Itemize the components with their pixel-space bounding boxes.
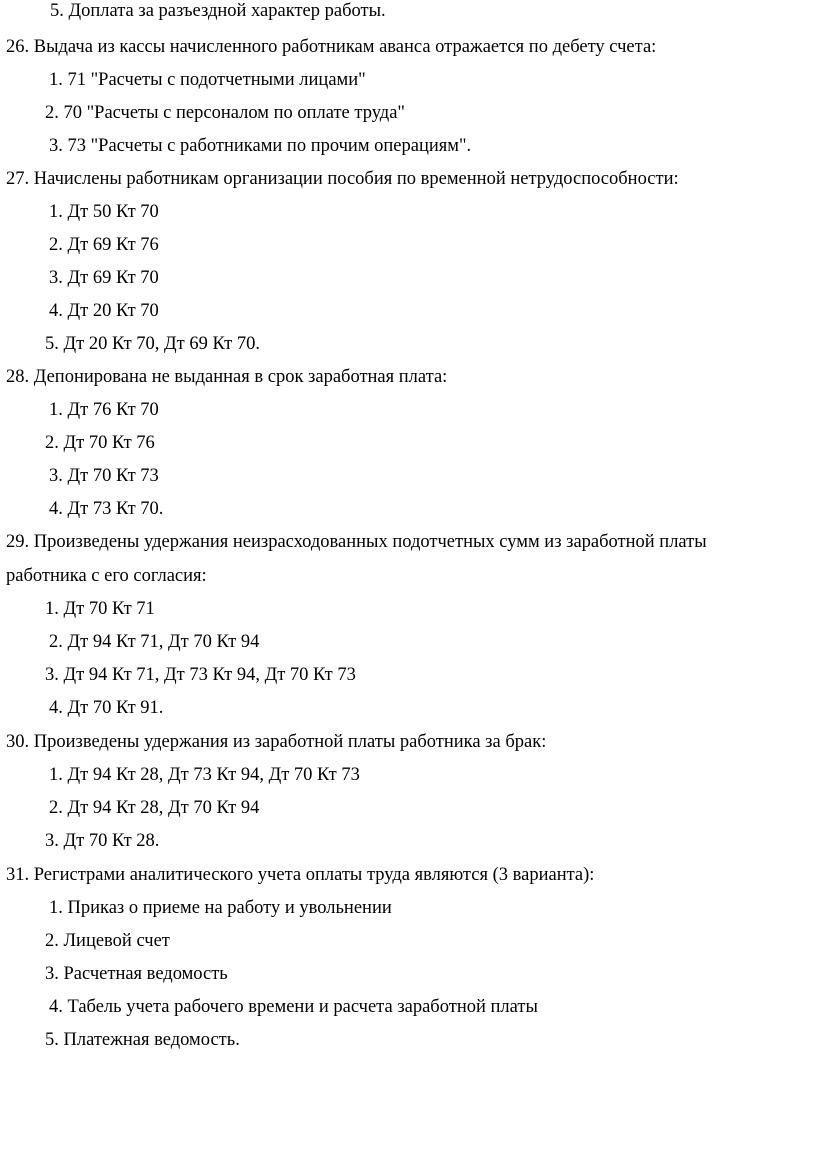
answer-option: 1. 71 "Расчеты с подотчетными лицами" <box>49 70 366 90</box>
answer-option: 1. Дт 76 Кт 70 <box>49 400 159 420</box>
answer-option: 3. Дт 94 Кт 71, Дт 73 Кт 94, Дт 70 Кт 73 <box>45 665 356 685</box>
answer-option: 2. Дт 94 Кт 28, Дт 70 Кт 94 <box>49 798 260 818</box>
question-text: 31. Регистрами аналитического учета оплаты труда являются (3 варианта): <box>6 865 595 885</box>
question-text: 28. Депонирована не выданная в срок заработная плата: <box>6 367 448 387</box>
answer-option: 1. Дт 94 Кт 28, Дт 73 Кт 94, Дт 70 Кт 73 <box>49 765 360 785</box>
answer-option: 2. Дт 94 Кт 71, Дт 70 Кт 94 <box>49 632 260 652</box>
answer-option: 5. Дт 20 Кт 70, Дт 69 Кт 70. <box>45 334 260 354</box>
answer-option: 3. Расчетная ведомость <box>45 964 228 984</box>
answer-option: 1. Дт 50 Кт 70 <box>49 202 159 222</box>
answer-option: 1. Дт 70 Кт 71 <box>45 599 155 619</box>
answer-option: 3. Дт 69 Кт 70 <box>49 268 159 288</box>
answer-option: 2. 70 "Расчеты с персоналом по оплате труда" <box>45 103 405 123</box>
answer-option: 4. Дт 73 Кт 70. <box>49 499 164 519</box>
answer-option: 2. Дт 69 Кт 76 <box>49 235 159 255</box>
answer-option: 2. Лицевой счет <box>45 931 170 951</box>
answer-option: 4. Дт 70 Кт 91. <box>49 698 164 718</box>
answer-option: 5. Доплата за разъездной характер работы. <box>50 1 386 21</box>
question-text: работника с его согласия: <box>6 566 207 586</box>
answer-option: 4. Табель учета рабочего времени и расчета заработной платы <box>49 997 538 1017</box>
answer-option: 3. Дт 70 Кт 73 <box>49 466 159 486</box>
answer-option: 4. Дт 20 Кт 70 <box>49 301 159 321</box>
answer-option: 1. Приказ о приеме на работу и увольнении <box>49 898 392 918</box>
question-text: 30. Произведены удержания из заработной платы работника за брак: <box>6 732 547 752</box>
question-text: 27. Начислены работникам организации пособия по временной нетрудоспособности: <box>6 169 679 189</box>
answer-option: 5. Платежная ведомость. <box>45 1030 240 1050</box>
question-text: 29. Произведены удержания неизрасходованных подотчетных сумм из заработной платы <box>6 532 707 552</box>
question-text: 26. Выдача из кассы начисленного работникам аванса отражается по дебету счета: <box>6 37 657 57</box>
answer-option: 3. Дт 70 Кт 28. <box>45 831 160 851</box>
answer-option: 3. 73 "Расчеты с работниками по прочим операциям". <box>49 136 472 156</box>
answer-option: 2. Дт 70 Кт 76 <box>45 433 155 453</box>
